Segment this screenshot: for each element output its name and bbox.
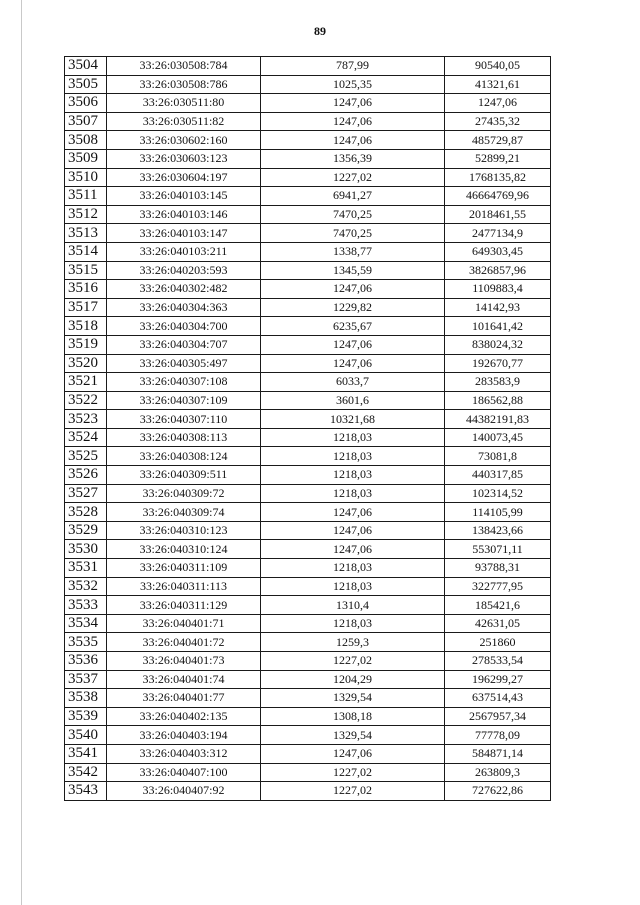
cadastral-number-cell: 33:26:040103:147: [107, 224, 261, 243]
row-number-cell: 3514: [65, 242, 107, 261]
row-number-cell: 3541: [65, 744, 107, 763]
value-cell: 1247,06: [261, 280, 445, 299]
amount-cell: 52899,21: [445, 149, 551, 168]
cadastral-number-cell: 33:26:040310:123: [107, 521, 261, 540]
table-row: [65, 689, 551, 708]
table-row: [65, 373, 551, 392]
page-number: 89: [314, 24, 326, 38]
row-number-cell: 3526: [65, 466, 107, 485]
row-number-cell: 3525: [65, 447, 107, 466]
amount-cell: 192670,77: [445, 354, 551, 373]
amount-cell: 278533,54: [445, 652, 551, 671]
page-edge-line: [21, 0, 22, 905]
row-number-cell: 3543: [65, 782, 107, 801]
amount-cell: 114105,99: [445, 503, 551, 522]
row-number-cell: 3506: [65, 94, 107, 113]
row-number-cell: 3510: [65, 168, 107, 187]
row-number-cell: 3533: [65, 596, 107, 615]
value-cell: 1025,35: [261, 75, 445, 94]
row-number-cell: 3507: [65, 112, 107, 131]
value-cell: 1227,02: [261, 763, 445, 782]
value-cell: 1227,02: [261, 168, 445, 187]
value-cell: 1204,29: [261, 670, 445, 689]
table-row: [65, 633, 551, 652]
row-number-cell: 3508: [65, 131, 107, 150]
cadastral-number-cell: 33:26:040307:110: [107, 410, 261, 429]
value-cell: 1227,02: [261, 782, 445, 801]
amount-cell: 138423,66: [445, 521, 551, 540]
amount-cell: 440317,85: [445, 466, 551, 485]
row-number-cell: 3521: [65, 373, 107, 392]
row-number-cell: 3513: [65, 224, 107, 243]
table-row: [65, 466, 551, 485]
value-cell: 1247,06: [261, 744, 445, 763]
amount-cell: 727622,86: [445, 782, 551, 801]
row-number-cell: 3535: [65, 633, 107, 652]
value-cell: 1247,06: [261, 354, 445, 373]
cadastral-table: [64, 56, 551, 801]
value-cell: 1308,18: [261, 707, 445, 726]
value-cell: 1345,59: [261, 261, 445, 280]
table-row: [65, 75, 551, 94]
table-row: [65, 131, 551, 150]
table-row: [65, 149, 551, 168]
table-row: [65, 112, 551, 131]
amount-cell: 553071,11: [445, 540, 551, 559]
amount-cell: 140073,45: [445, 428, 551, 447]
value-cell: 7470,25: [261, 205, 445, 224]
row-number-cell: 3534: [65, 614, 107, 633]
table-row: [65, 187, 551, 206]
row-number-cell: 3505: [65, 75, 107, 94]
amount-cell: 637514,43: [445, 689, 551, 708]
value-cell: 1218,03: [261, 484, 445, 503]
cadastral-number-cell: 33:26:040309:72: [107, 484, 261, 503]
row-number-cell: 3529: [65, 521, 107, 540]
value-cell: 1218,03: [261, 577, 445, 596]
amount-cell: 77778,09: [445, 726, 551, 745]
amount-cell: 185421,6: [445, 596, 551, 615]
cadastral-number-cell: 33:26:040304:707: [107, 335, 261, 354]
amount-cell: 186562,88: [445, 391, 551, 410]
row-number-cell: 3527: [65, 484, 107, 503]
table-row: [65, 503, 551, 522]
row-number-cell: 3528: [65, 503, 107, 522]
amount-cell: 838024,32: [445, 335, 551, 354]
cadastral-number-cell: 33:26:030511:80: [107, 94, 261, 113]
amount-cell: 251860: [445, 633, 551, 652]
amount-cell: 649303,45: [445, 242, 551, 261]
row-number-cell: 3539: [65, 707, 107, 726]
amount-cell: 584871,14: [445, 744, 551, 763]
table-row: [65, 614, 551, 633]
row-number-cell: 3511: [65, 187, 107, 206]
amount-cell: 27435,32: [445, 112, 551, 131]
row-number-cell: 3537: [65, 670, 107, 689]
cadastral-number-cell: 33:26:030603:123: [107, 149, 261, 168]
value-cell: 1247,06: [261, 540, 445, 559]
amount-cell: 46664769,96: [445, 187, 551, 206]
table-row: [65, 354, 551, 373]
value-cell: 1247,06: [261, 521, 445, 540]
value-cell: 10321,68: [261, 410, 445, 429]
cadastral-number-cell: 33:26:040308:113: [107, 428, 261, 447]
table-row: [65, 540, 551, 559]
table-row: [65, 242, 551, 261]
value-cell: 1329,54: [261, 726, 445, 745]
table-row: [65, 596, 551, 615]
value-cell: 3601,6: [261, 391, 445, 410]
cadastral-number-cell: 33:26:030508:786: [107, 75, 261, 94]
row-number-cell: 3542: [65, 763, 107, 782]
amount-cell: 42631,05: [445, 614, 551, 633]
table-row: [65, 782, 551, 801]
value-cell: 1247,06: [261, 112, 445, 131]
row-number-cell: 3536: [65, 652, 107, 671]
table-row: [65, 94, 551, 113]
table-row: [65, 168, 551, 187]
table-row: [65, 652, 551, 671]
cadastral-number-cell: 33:26:040311:129: [107, 596, 261, 615]
value-cell: 1247,06: [261, 335, 445, 354]
cadastral-number-cell: 33:26:040402:135: [107, 707, 261, 726]
cadastral-number-cell: 33:26:030604:197: [107, 168, 261, 187]
row-number-cell: 3530: [65, 540, 107, 559]
table-row: [65, 317, 551, 336]
table-row: [65, 57, 551, 76]
cadastral-number-cell: 33:26:040310:124: [107, 540, 261, 559]
cadastral-number-cell: 33:26:040304:700: [107, 317, 261, 336]
value-cell: 1338,77: [261, 242, 445, 261]
table-row: [65, 261, 551, 280]
amount-cell: 196299,27: [445, 670, 551, 689]
amount-cell: 2567957,34: [445, 707, 551, 726]
row-number-cell: 3523: [65, 410, 107, 429]
cadastral-number-cell: 33:26:040311:109: [107, 559, 261, 578]
table-row: [65, 744, 551, 763]
row-number-cell: 3524: [65, 428, 107, 447]
value-cell: 787,99: [261, 57, 445, 76]
row-number-cell: 3522: [65, 391, 107, 410]
row-number-cell: 3520: [65, 354, 107, 373]
cadastral-number-cell: 33:26:040403:194: [107, 726, 261, 745]
row-number-cell: 3540: [65, 726, 107, 745]
cadastral-number-cell: 33:26:030508:784: [107, 57, 261, 76]
table-row: [65, 670, 551, 689]
value-cell: 1247,06: [261, 94, 445, 113]
table-row: [65, 521, 551, 540]
cadastral-number-cell: 33:26:040307:109: [107, 391, 261, 410]
cadastral-number-cell: 33:26:040401:71: [107, 614, 261, 633]
table-row: [65, 428, 551, 447]
value-cell: 1247,06: [261, 131, 445, 150]
cadastral-number-cell: 33:26:040401:72: [107, 633, 261, 652]
value-cell: 1218,03: [261, 614, 445, 633]
cadastral-number-cell: 33:26:040305:497: [107, 354, 261, 373]
amount-cell: 41321,61: [445, 75, 551, 94]
row-number-cell: 3519: [65, 335, 107, 354]
table-row: [65, 391, 551, 410]
value-cell: 1229,82: [261, 298, 445, 317]
row-number-cell: 3538: [65, 689, 107, 708]
table-row: [65, 410, 551, 429]
row-number-cell: 3531: [65, 559, 107, 578]
table-row: [65, 298, 551, 317]
value-cell: 7470,25: [261, 224, 445, 243]
cadastral-number-cell: 33:26:040307:108: [107, 373, 261, 392]
cadastral-number-cell: 33:26:040309:74: [107, 503, 261, 522]
amount-cell: 1109883,4: [445, 280, 551, 299]
value-cell: 6235,67: [261, 317, 445, 336]
amount-cell: 73081,8: [445, 447, 551, 466]
amount-cell: 93788,31: [445, 559, 551, 578]
amount-cell: 14142,93: [445, 298, 551, 317]
table-row: [65, 559, 551, 578]
table-row: [65, 707, 551, 726]
row-number-cell: 3517: [65, 298, 107, 317]
value-cell: 1218,03: [261, 559, 445, 578]
value-cell: 1247,06: [261, 503, 445, 522]
cadastral-number-cell: 33:26:040304:363: [107, 298, 261, 317]
amount-cell: 1247,06: [445, 94, 551, 113]
cadastral-number-cell: 33:26:040407:100: [107, 763, 261, 782]
cadastral-number-cell: 33:26:040401:74: [107, 670, 261, 689]
value-cell: 1310,4: [261, 596, 445, 615]
table-row: [65, 447, 551, 466]
cadastral-number-cell: 33:26:040403:312: [107, 744, 261, 763]
amount-cell: 90540,05: [445, 57, 551, 76]
amount-cell: 44382191,83: [445, 410, 551, 429]
table-row: [65, 205, 551, 224]
cadastral-number-cell: 33:26:030511:82: [107, 112, 261, 131]
row-number-cell: 3509: [65, 149, 107, 168]
amount-cell: 263809,3: [445, 763, 551, 782]
cadastral-number-cell: 33:26:040308:124: [107, 447, 261, 466]
amount-cell: 485729,87: [445, 131, 551, 150]
row-number-cell: 3518: [65, 317, 107, 336]
row-number-cell: 3515: [65, 261, 107, 280]
value-cell: 6033,7: [261, 373, 445, 392]
value-cell: 1218,03: [261, 428, 445, 447]
value-cell: 1218,03: [261, 466, 445, 485]
amount-cell: 2018461,55: [445, 205, 551, 224]
table-row: [65, 280, 551, 299]
amount-cell: 2477134,9: [445, 224, 551, 243]
table-row: [65, 577, 551, 596]
cadastral-number-cell: 33:26:040401:77: [107, 689, 261, 708]
value-cell: 1356,39: [261, 149, 445, 168]
table-row: [65, 484, 551, 503]
row-number-cell: 3504: [65, 57, 107, 76]
amount-cell: 3826857,96: [445, 261, 551, 280]
value-cell: 1329,54: [261, 689, 445, 708]
cadastral-number-cell: 33:26:040309:511: [107, 466, 261, 485]
cadastral-number-cell: 33:26:040103:145: [107, 187, 261, 206]
table-row: [65, 335, 551, 354]
row-number-cell: 3532: [65, 577, 107, 596]
value-cell: 1259,3: [261, 633, 445, 652]
cadastral-number-cell: 33:26:040407:92: [107, 782, 261, 801]
cadastral-number-cell: 33:26:040401:73: [107, 652, 261, 671]
value-cell: 1227,02: [261, 652, 445, 671]
amount-cell: 101641,42: [445, 317, 551, 336]
cadastral-number-cell: 33:26:040103:146: [107, 205, 261, 224]
amount-cell: 102314,52: [445, 484, 551, 503]
row-number-cell: 3516: [65, 280, 107, 299]
cadastral-number-cell: 33:26:040203:593: [107, 261, 261, 280]
cadastral-number-cell: 33:26:030602:160: [107, 131, 261, 150]
cadastral-number-cell: 33:26:040302:482: [107, 280, 261, 299]
table-row: [65, 726, 551, 745]
row-number-cell: 3512: [65, 205, 107, 224]
amount-cell: 322777,95: [445, 577, 551, 596]
cadastral-number-cell: 33:26:040103:211: [107, 242, 261, 261]
amount-cell: 1768135,82: [445, 168, 551, 187]
table-row: [65, 224, 551, 243]
value-cell: 6941,27: [261, 187, 445, 206]
value-cell: 1218,03: [261, 447, 445, 466]
table-row: [65, 763, 551, 782]
cadastral-number-cell: 33:26:040311:113: [107, 577, 261, 596]
amount-cell: 283583,9: [445, 373, 551, 392]
